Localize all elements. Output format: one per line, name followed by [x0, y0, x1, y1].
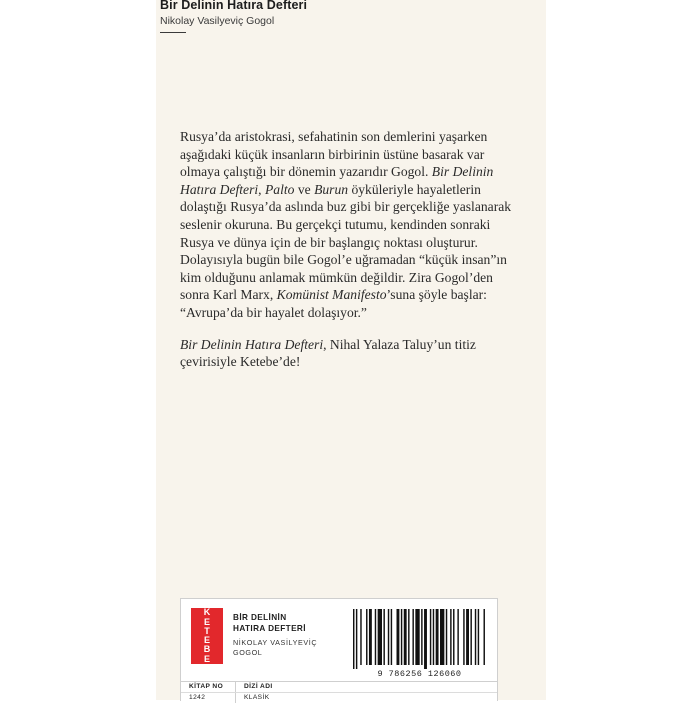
text-line: seslenir okuruna. Bu gerçekçi tutumu, kendinden sonraki — [180, 216, 491, 232]
barcode-bar — [415, 609, 419, 665]
cover-header — [160, 0, 307, 27]
card-title-line: HATIRA DEFTERİ — [233, 623, 306, 633]
barcode-bar — [366, 609, 367, 665]
text-line: Bir Delinin Hatıra Defteri, Nihal Yalaza Taluy’un titiz — [180, 336, 476, 352]
barcode-bar — [450, 609, 451, 665]
barcode-bar — [421, 609, 422, 665]
blurb-text — [180, 128, 525, 385]
barcode-bar — [430, 609, 431, 665]
text-line: Hatıra Defteri, Palto ve Burun öyküleriyle hayaletlerin — [180, 181, 481, 197]
barcode-bar — [440, 609, 444, 665]
header-divider — [160, 32, 186, 33]
barcode-bar — [424, 609, 427, 669]
barcode-bar — [466, 609, 469, 665]
barcode-bar — [470, 609, 471, 665]
barcode-bar — [388, 609, 389, 665]
barcode-bar — [369, 609, 372, 665]
barcode-bar — [463, 609, 464, 665]
card-title-line: BİR DELİNİN — [233, 613, 287, 622]
text-line: aşağıdaki küçük insanların birbirinin üstüne basarak var — [180, 146, 485, 162]
isbn-barcode — [347, 609, 492, 671]
text-line: sonra Karl Marx, Komünist Manifesto’suna şöyle başlar: — [180, 287, 487, 303]
barcode-bar — [436, 609, 439, 665]
italic-title: Hatıra Defteri — [180, 181, 259, 197]
barcode-bar — [401, 609, 402, 665]
text-line: Rusya ve dünya için de bir başlangıç noktası oluşturur. — [180, 234, 478, 250]
table-cell: 1242 — [181, 693, 236, 703]
barcode-bar — [484, 609, 485, 665]
table-header-row — [181, 682, 497, 692]
barcode-bar — [378, 609, 382, 665]
book-back-cover — [156, 0, 546, 700]
barcode-bar — [475, 609, 476, 665]
text-line: Rusya’da aristokrasi, sefahatinin son demlerini yaşarken — [180, 129, 488, 144]
barcode-bar — [391, 609, 392, 665]
italic-title: Komünist Manifesto — [276, 287, 387, 303]
card-book-info — [233, 613, 343, 657]
table-cell: KLASİK — [244, 694, 270, 701]
text-line: Dolayısıyla bugün bile Gogol’e uğramadan “küçük insan”ın — [180, 252, 507, 268]
book-info-card — [180, 598, 498, 701]
ketebe-logo: K E T E B E — [191, 608, 223, 664]
barcode-bar — [433, 609, 434, 665]
barcode-bar — [457, 609, 458, 665]
italic-title: Bir Delinin Hatıra Defteri — [180, 336, 324, 352]
text-line: çevirisiyle Ketebe’de! — [180, 354, 301, 370]
barcode-bar — [408, 609, 409, 665]
text-line: kim olduğunu anlamak mümkün değildir. Zira Gogol’den — [180, 269, 493, 285]
italic-title: Burun — [314, 181, 349, 197]
barcode-bar — [453, 609, 454, 665]
isbn-number: 9 786256 126060 — [377, 669, 462, 679]
table-row — [181, 692, 497, 703]
book-author: Nikolay Vasilyeviç Gogol — [160, 15, 275, 27]
text-line: dolaştığı Rusya’da aslında buz gibi bir gerçekliğe yaslanarak — [180, 199, 512, 215]
barcode-bar — [383, 609, 384, 665]
barcode-bar — [478, 609, 479, 665]
card-author-line: NİKOLAY VASİLYEVİÇ — [233, 638, 318, 647]
book-title: Bir Delinin Hatıra Defteri — [160, 0, 308, 12]
card-author-line: GOGOL — [233, 647, 263, 657]
blurb-paragraph-1 — [180, 128, 525, 322]
table-header-cell: DİZİ ADI — [244, 683, 273, 690]
blurb-paragraph-2 — [180, 336, 525, 371]
barcode-bar — [412, 609, 413, 665]
barcode-bar — [360, 609, 361, 665]
italic-title: Bir Delinin — [431, 164, 494, 180]
barcode-bar — [375, 609, 376, 665]
text-line: “Avrupa’da bir hayalet dolaşıyor.” — [180, 304, 367, 320]
barcode-bar — [353, 609, 354, 669]
barcode-bar — [446, 609, 447, 665]
table-header-cell: KİTAP NO — [181, 682, 236, 692]
barcode-bar — [404, 609, 407, 665]
barcode-bar — [397, 609, 400, 665]
italic-title: Palto — [264, 181, 295, 197]
text-line: olmaya çalıştığı bir dönemin yazarıdır Gogol. Bir Delinin — [180, 164, 494, 180]
barcode-bar — [356, 609, 357, 669]
